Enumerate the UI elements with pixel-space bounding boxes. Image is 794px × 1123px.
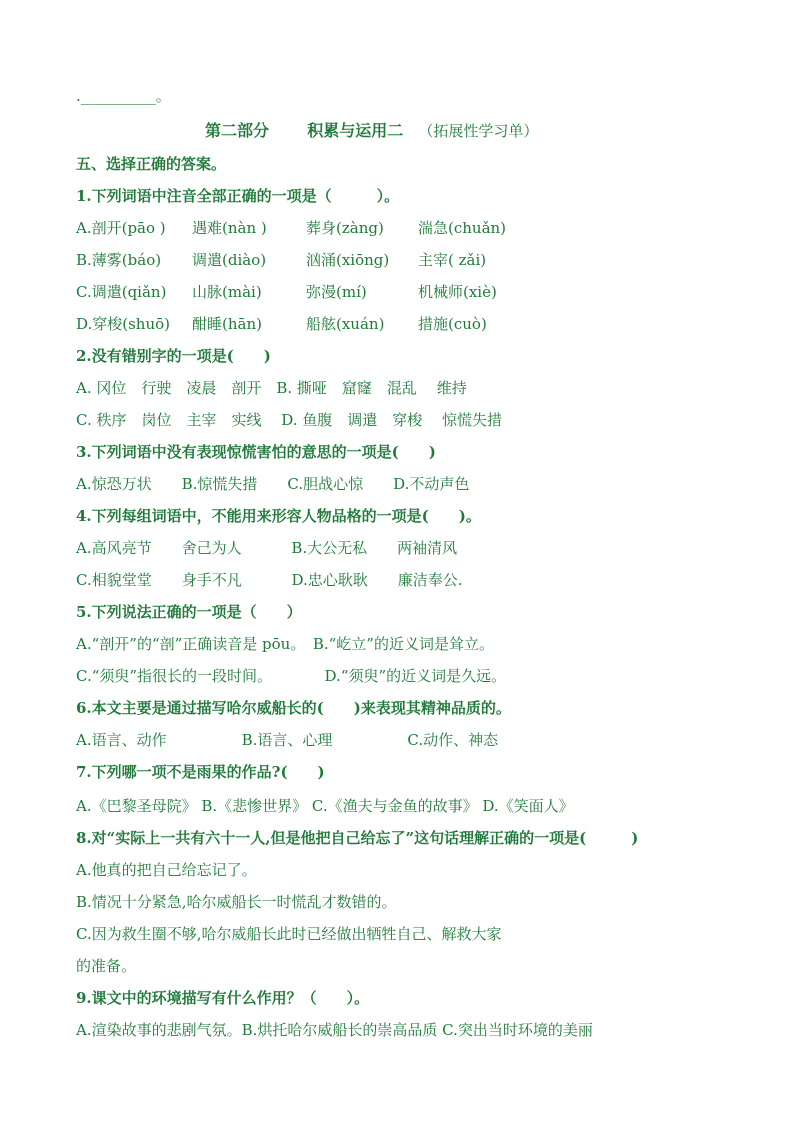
title-sub: （拓展性学习单） (418, 122, 539, 140)
question-stem: 6.本文主要是通过描写哈尔威船长的( )来表现其精神品质的。 (76, 699, 511, 717)
option-row: A.《巴黎圣母院》 B.《悲惨世界》 C.《渔夫与金鱼的故事》 D.《笑面人》 (76, 797, 574, 815)
question-stem: 4.下列每组词语中，不能用来形容人物品格的一项是( )。 (76, 507, 481, 525)
option-row: A.他真的把自己给忘记了。 (76, 861, 257, 879)
page-title (205, 118, 538, 141)
question-stem: 3.下列词语中没有表现惊慌害怕的意思的一项是( ) (76, 443, 436, 461)
option-row (76, 314, 487, 334)
option-row: C.因为救生圈不够,哈尔威船长此时已经做出牺牲自己、解救大家 (76, 925, 502, 943)
option-cell: 湍急(chuǎn) (418, 219, 507, 237)
question-stem: 1.下列词语中注音全部正确的一项是（ ）。 (76, 187, 400, 205)
option-cell: 机械师(xiè) (418, 283, 497, 301)
option-row: A. 冈位 行驶 凌晨 剖开 B. 撕哑 窟窿 混乱 维持 (76, 379, 467, 397)
option-cell: C.调遣(qiǎn) (76, 283, 167, 301)
option-row: A.高风亮节 舍己为人 B.大公无私 两袖清风 (76, 539, 458, 557)
option-row: A.“剖开”的“剖”正确读音是 pōu。 B.“屹立”的近义词是耸立。 (76, 635, 494, 653)
option-cell: 葬身(zàng) (306, 219, 384, 237)
option-cell: 酣睡(hān) (192, 315, 262, 333)
option-row (76, 250, 486, 270)
option-cell: 调遣(diào) (192, 251, 267, 269)
option-row: C. 秩序 岗位 主宰 实线 D. 鱼腹 调遣 穿梭 惊慌失措 (76, 411, 503, 429)
option-cell: 船舷(xuán) (306, 315, 385, 333)
section-heading: 五、选择正确的答案。 (76, 155, 227, 173)
question-stem: 5.下列说法正确的一项是（ ） (76, 603, 302, 621)
option-row: A.惊恐万状 B.惊慌失措 C.胆战心惊 D.不动声色 (76, 475, 470, 493)
option-cell: 汹涌(xiōng) (306, 251, 390, 269)
option-row: B.情况十分紧急,哈尔威船长一时慌乱才数错的。 (76, 893, 397, 911)
question-stem: 2.没有错别字的一项是( ) (76, 347, 271, 365)
option-cell: D.穿梭(shuō) (76, 315, 171, 333)
option-cell: B.薄雾(báo) (76, 251, 162, 269)
option-cell: 弥漫(mí) (306, 283, 367, 301)
lead-line: .__________。 (76, 87, 171, 105)
question-stem: 7.下列哪一项不是雨果的作品?( ) (76, 763, 325, 781)
question-stem: 9.课文中的环境描写有什么作用？（ ）。 (76, 989, 370, 1007)
option-row: A.渲染故事的悲剧气氛。B.烘托哈尔威船长的崇高品质 C.突出当时环境的美丽 (76, 1021, 593, 1039)
title-name: 积累与运用二 (307, 121, 404, 140)
question-stem: 8.对“实际上一共有六十一人,但是他把自己给忘了”这句话理解正确的一项是( ) (76, 829, 639, 847)
option-cell: 措施(cuò) (418, 315, 487, 333)
option-row: C.“须臾”指很长的一段时间。 D.“须臾”的近义词是久远。 (76, 667, 507, 685)
option-cell: 主宰( zǎi) (418, 251, 487, 269)
option-cell: 山脉(mài) (192, 283, 262, 301)
option-row: A.语言、动作 B.语言、心理 C.动作、神态 (76, 731, 499, 749)
option-row: 的准备。 (76, 957, 137, 975)
option-row (76, 218, 506, 238)
title-part: 第二部分 (205, 121, 270, 140)
option-cell: 遇难(nàn ) (192, 219, 267, 237)
option-cell: A.剖开(pāo ) (76, 219, 166, 237)
option-row: C.相貌堂堂 身手不凡 D.忠心耿耿 廉洁奉公. (76, 571, 463, 589)
option-row (76, 282, 497, 302)
